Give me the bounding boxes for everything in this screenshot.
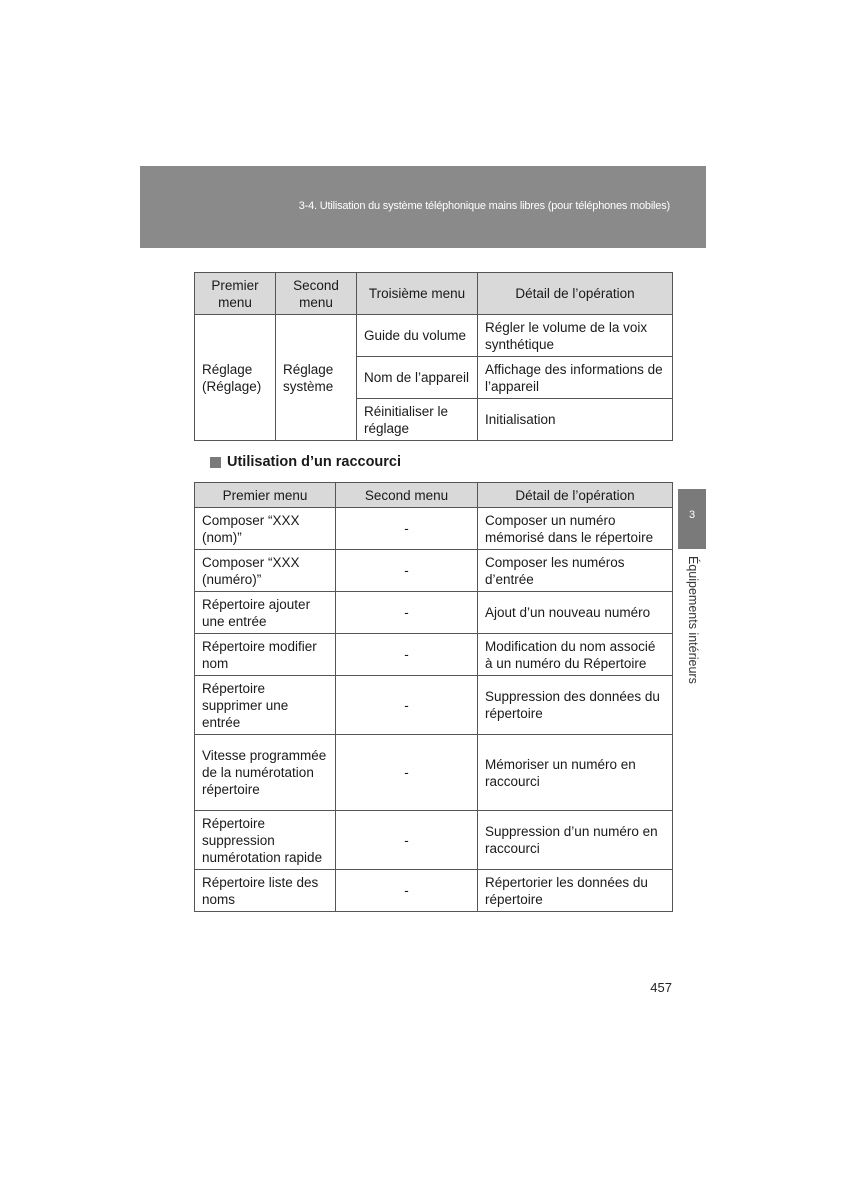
detail-cell: Régler le volume de la voix synthétique — [478, 315, 673, 357]
detail-cell: Ajout d’un nouveau numéro — [478, 592, 673, 634]
table-row — [195, 634, 673, 676]
detail-cell: Composer un numéro mémorisé dans le répertoire — [478, 508, 673, 550]
first-menu-cell: Composer “XXX (nom)” — [195, 508, 336, 550]
table-row — [195, 870, 673, 912]
second-menu-cell: - — [336, 735, 478, 811]
second-menu-cell: - — [336, 550, 478, 592]
table-header-row — [195, 273, 673, 315]
detail-cell: Suppression des données du répertoire — [478, 676, 673, 735]
first-menu-cell: Vitesse programmée de la numérotation répertoire — [195, 735, 336, 811]
first-menu-cell: Composer “XXX (numéro)” — [195, 550, 336, 592]
third-menu-cell: Réinitialiser le réglage — [357, 399, 478, 441]
chapter-tab — [678, 489, 706, 549]
header-operation-detail: Détail de l’opération — [478, 483, 673, 508]
second-menu-cell: - — [336, 634, 478, 676]
detail-cell: Affichage des informations de l’appareil — [478, 357, 673, 399]
menu-table-settings — [194, 272, 673, 441]
first-menu-cell: Répertoire suppression numérotation rapide — [195, 811, 336, 870]
first-menu-cell: Réglage (Réglage) — [195, 315, 276, 441]
first-menu-cell: Répertoire modifier nom — [195, 634, 336, 676]
detail-cell: Mémoriser un numéro en raccourci — [478, 735, 673, 811]
header-third-menu: Troisième menu — [357, 273, 478, 315]
page-number: 457 — [650, 980, 672, 995]
detail-cell: Initialisation — [478, 399, 673, 441]
second-menu-cell: - — [336, 676, 478, 735]
first-menu-cell: Répertoire liste des noms — [195, 870, 336, 912]
table-row — [195, 676, 673, 735]
header-second-menu: Second menu — [276, 273, 357, 315]
detail-cell: Suppression d’un numéro en raccourci — [478, 811, 673, 870]
table-row — [195, 315, 673, 357]
second-menu-cell: - — [336, 508, 478, 550]
table-row — [195, 811, 673, 870]
section-heading-text: Utilisation d’un raccourci — [227, 454, 402, 470]
detail-cell: Répertorier les données du répertoire — [478, 870, 673, 912]
shortcut-table — [194, 482, 673, 912]
second-menu-cell: Réglage système — [276, 315, 357, 441]
header-band — [140, 166, 706, 248]
header-first-menu: Premier menu — [195, 273, 276, 315]
chapter-number: 3 — [688, 509, 696, 521]
chapter-label: Équipements intérieurs — [686, 556, 700, 684]
table-row — [195, 592, 673, 634]
first-menu-cell: Répertoire supprimer une entrée — [195, 676, 336, 735]
section-heading — [210, 454, 401, 470]
table-row — [195, 508, 673, 550]
third-menu-cell: Nom de l’appareil — [357, 357, 478, 399]
detail-cell: Composer les numéros d’entrée — [478, 550, 673, 592]
header-second-menu: Second menu — [336, 483, 478, 508]
section-title: 3-4. Utilisation du système téléphonique mains libres (pour téléphones mobiles) — [298, 200, 670, 212]
second-menu-cell: - — [336, 811, 478, 870]
second-menu-cell: - — [336, 870, 478, 912]
third-menu-cell: Guide du volume — [357, 315, 478, 357]
square-bullet-icon — [210, 457, 221, 468]
first-menu-cell: Répertoire ajouter une entrée — [195, 592, 336, 634]
header-first-menu: Premier menu — [195, 483, 336, 508]
second-menu-cell: - — [336, 592, 478, 634]
table-row — [195, 735, 673, 811]
header-operation-detail: Détail de l’opération — [478, 273, 673, 315]
detail-cell: Modification du nom associé à un numéro du Répertoire — [478, 634, 673, 676]
table-header-row — [195, 483, 673, 508]
table-row — [195, 550, 673, 592]
